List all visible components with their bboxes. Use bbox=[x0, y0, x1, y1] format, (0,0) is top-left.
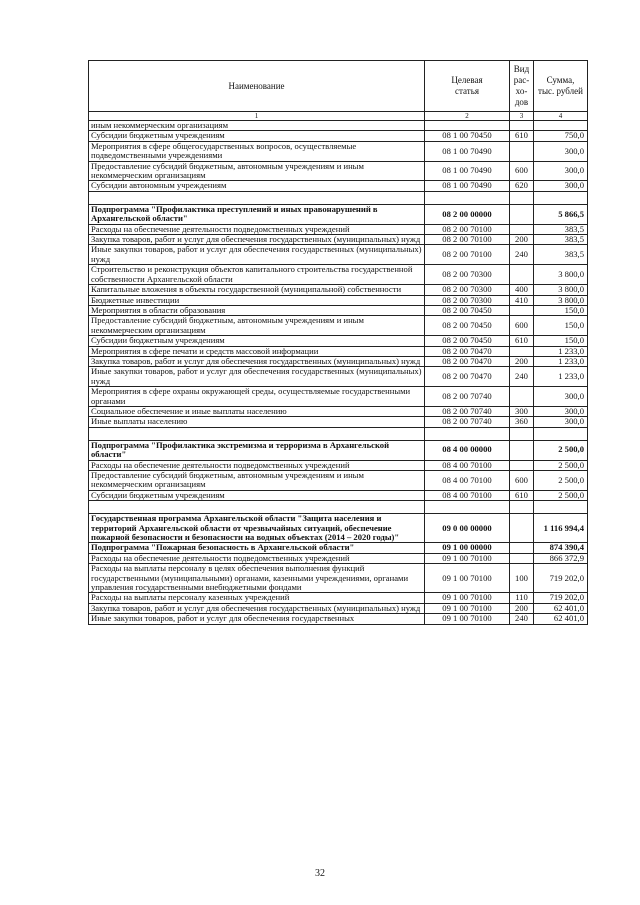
row-sum: 383,5 bbox=[534, 235, 588, 245]
row-expense-type bbox=[510, 553, 534, 563]
row-sum: 300,0 bbox=[534, 161, 588, 181]
row-expense-type: 240 bbox=[510, 367, 534, 387]
row-expense-type bbox=[510, 204, 534, 224]
row-target-article: 08 2 00 70300 bbox=[425, 295, 510, 305]
table-row bbox=[89, 265, 588, 285]
row-sum: 1 233,0 bbox=[534, 356, 588, 366]
row-sum: 300,0 bbox=[534, 417, 588, 427]
row-target-article: 09 1 00 70100 bbox=[425, 553, 510, 563]
budget-table bbox=[88, 60, 588, 625]
row-target-article: 09 1 00 70100 bbox=[425, 614, 510, 624]
row-name: Закупка товаров, работ и услуг для обеспечения государственных (муниципальных) нужд bbox=[89, 235, 425, 245]
row-target-article bbox=[425, 501, 510, 514]
table-row bbox=[89, 553, 588, 563]
row-name: Подпрограмма "Пожарная безопасность в Архангельской области" bbox=[89, 543, 425, 553]
row-name: Закупка товаров, работ и услуг для обеспечения государственных (муниципальных) нужд bbox=[89, 356, 425, 366]
row-sum: 719 202,0 bbox=[534, 593, 588, 603]
row-sum bbox=[534, 121, 588, 131]
row-expense-type: 200 bbox=[510, 356, 534, 366]
row-name bbox=[89, 191, 425, 204]
row-target-article: 08 2 00 70300 bbox=[425, 285, 510, 295]
table-row bbox=[89, 235, 588, 245]
row-name: Расходы на выплаты персоналу в целях обеспечения выполнения функций государственными (муниципальными) органами, казенными учреждениями, органами управления государственными внебюджетными фондами bbox=[89, 564, 425, 593]
table-row bbox=[89, 460, 588, 470]
row-expense-type bbox=[510, 141, 534, 161]
table-row bbox=[89, 181, 588, 191]
table-row bbox=[89, 356, 588, 366]
row-name: Иные закупки товаров, работ и услуг для обеспечения государственных bbox=[89, 614, 425, 624]
row-target-article: 08 1 00 70490 bbox=[425, 161, 510, 181]
row-sum bbox=[534, 191, 588, 204]
row-sum: 2 500,0 bbox=[534, 440, 588, 460]
row-sum: 3 800,0 bbox=[534, 295, 588, 305]
row-expense-type: 600 bbox=[510, 471, 534, 491]
row-sum: 874 390,4 bbox=[534, 543, 588, 553]
row-name: Подпрограмма "Профилактика экстремизма и терроризма в Архангельской области" bbox=[89, 440, 425, 460]
row-expense-type: 240 bbox=[510, 614, 534, 624]
row-target-article: 08 2 00 70740 bbox=[425, 417, 510, 427]
row-name: Субсидии автономным учреждениям bbox=[89, 181, 425, 191]
row-expense-type bbox=[510, 224, 534, 234]
row-name: Расходы на выплаты персоналу казенных учреждений bbox=[89, 593, 425, 603]
row-sum: 383,5 bbox=[534, 245, 588, 265]
row-expense-type bbox=[510, 265, 534, 285]
row-expense-type: 610 bbox=[510, 336, 534, 346]
row-target-article: 08 1 00 70450 bbox=[425, 131, 510, 141]
table-row bbox=[89, 406, 588, 416]
row-sum: 5 866,5 bbox=[534, 204, 588, 224]
col-number-4: 4 bbox=[534, 112, 588, 121]
row-expense-type bbox=[510, 501, 534, 514]
row-sum: 62 401,0 bbox=[534, 603, 588, 613]
row-expense-type: 620 bbox=[510, 181, 534, 191]
row-expense-type: 600 bbox=[510, 316, 534, 336]
row-target-article: 08 4 00 00000 bbox=[425, 440, 510, 460]
table-row bbox=[89, 336, 588, 346]
row-name: Мероприятия в сфере охраны окружающей среды, осуществляемые государственными органами bbox=[89, 387, 425, 407]
row-sum: 300,0 bbox=[534, 181, 588, 191]
row-expense-type: 200 bbox=[510, 235, 534, 245]
row-name: Мероприятия в сфере общегосударственных вопросов, осуществляемые подведомственными учреждениями bbox=[89, 141, 425, 161]
row-expense-type: 240 bbox=[510, 245, 534, 265]
table-row bbox=[89, 564, 588, 593]
row-target-article bbox=[425, 191, 510, 204]
row-sum: 1 233,0 bbox=[534, 346, 588, 356]
row-target-article: 09 1 00 70100 bbox=[425, 603, 510, 613]
row-name bbox=[89, 501, 425, 514]
table-row bbox=[89, 614, 588, 624]
row-expense-type: 360 bbox=[510, 417, 534, 427]
table-row bbox=[89, 490, 588, 500]
row-target-article: 08 1 00 70490 bbox=[425, 181, 510, 191]
row-sum bbox=[534, 501, 588, 514]
row-expense-type bbox=[510, 543, 534, 553]
row-target-article: 08 2 00 70740 bbox=[425, 406, 510, 416]
row-name: Иные закупки товаров, работ и услуг для обеспечения государственных (муниципальных) нужд bbox=[89, 245, 425, 265]
row-sum: 3 800,0 bbox=[534, 285, 588, 295]
row-sum: 750,0 bbox=[534, 131, 588, 141]
table-row bbox=[89, 121, 588, 131]
program-row bbox=[89, 514, 588, 543]
row-name: Расходы на обеспечение деятельности подведомственных учреждений bbox=[89, 553, 425, 563]
header-expense-type: Вид рас- хо- дов bbox=[510, 61, 534, 112]
row-expense-type bbox=[510, 427, 534, 440]
row-target-article: 08 2 00 70450 bbox=[425, 316, 510, 336]
row-sum: 383,5 bbox=[534, 224, 588, 234]
row-name bbox=[89, 427, 425, 440]
table-row bbox=[89, 295, 588, 305]
row-target-article: 08 2 00 70470 bbox=[425, 346, 510, 356]
row-sum: 1 116 994,4 bbox=[534, 514, 588, 543]
table-row bbox=[89, 417, 588, 427]
row-target-article: 08 4 00 70100 bbox=[425, 490, 510, 500]
row-sum bbox=[534, 427, 588, 440]
row-target-article: 08 2 00 70300 bbox=[425, 265, 510, 285]
row-name: Расходы на обеспечение деятельности подведомственных учреждений bbox=[89, 460, 425, 470]
row-sum: 150,0 bbox=[534, 336, 588, 346]
budget-sheet bbox=[88, 60, 587, 625]
col-number-2: 2 bbox=[425, 112, 510, 121]
row-target-article: 08 2 00 70450 bbox=[425, 336, 510, 346]
table-row bbox=[89, 161, 588, 181]
row-name: Подпрограмма "Профилактика преступлений и иных правонарушений в Архангельской области" bbox=[89, 204, 425, 224]
col-number-1: 1 bbox=[89, 112, 425, 121]
table-row bbox=[89, 285, 588, 295]
row-expense-type bbox=[510, 387, 534, 407]
row-sum: 3 800,0 bbox=[534, 265, 588, 285]
row-expense-type bbox=[510, 346, 534, 356]
row-target-article: 08 1 00 70490 bbox=[425, 141, 510, 161]
row-sum: 866 372,9 bbox=[534, 553, 588, 563]
spacer-row bbox=[89, 501, 588, 514]
row-target-article: 08 2 00 70100 bbox=[425, 245, 510, 265]
row-target-article: 08 2 00 70470 bbox=[425, 367, 510, 387]
spacer-row bbox=[89, 427, 588, 440]
row-name: Субсидии бюджетным учреждениям bbox=[89, 336, 425, 346]
col-number-3: 3 bbox=[510, 112, 534, 121]
row-sum: 300,0 bbox=[534, 387, 588, 407]
header-target-article: Целевая статья bbox=[425, 61, 510, 112]
row-sum: 62 401,0 bbox=[534, 614, 588, 624]
row-expense-type: 400 bbox=[510, 285, 534, 295]
table-row bbox=[89, 141, 588, 161]
table-body bbox=[89, 121, 588, 625]
spacer-row bbox=[89, 191, 588, 204]
row-expense-type: 110 bbox=[510, 593, 534, 603]
row-name: Строительство и реконструкция объектов капитального строительства государственной собственности Архангельской области bbox=[89, 265, 425, 285]
row-sum: 2 500,0 bbox=[534, 471, 588, 491]
row-name: Мероприятия в области образования bbox=[89, 305, 425, 315]
row-sum: 150,0 bbox=[534, 305, 588, 315]
row-target-article: 08 2 00 70450 bbox=[425, 305, 510, 315]
column-number-row bbox=[89, 112, 588, 121]
table-row bbox=[89, 593, 588, 603]
row-target-article: 09 1 00 00000 bbox=[425, 543, 510, 553]
table-row bbox=[89, 224, 588, 234]
row-sum: 300,0 bbox=[534, 406, 588, 416]
row-sum: 150,0 bbox=[534, 316, 588, 336]
row-name: Социальное обеспечение и иные выплаты населению bbox=[89, 406, 425, 416]
program-row bbox=[89, 204, 588, 224]
row-name: Закупка товаров, работ и услуг для обеспечения государственных (муниципальных) нужд bbox=[89, 603, 425, 613]
row-expense-type: 100 bbox=[510, 564, 534, 593]
row-expense-type bbox=[510, 191, 534, 204]
row-target-article: 09 0 00 00000 bbox=[425, 514, 510, 543]
table-row bbox=[89, 131, 588, 141]
row-name: Мероприятия в сфере печати и средств массовой информации bbox=[89, 346, 425, 356]
row-sum: 719 202,0 bbox=[534, 564, 588, 593]
row-name: Предоставление субсидий бюджетным, автономным учреждениям и иным некоммерческим организациям bbox=[89, 316, 425, 336]
row-expense-type bbox=[510, 460, 534, 470]
row-target-article: 08 4 00 70100 bbox=[425, 471, 510, 491]
row-sum: 1 233,0 bbox=[534, 367, 588, 387]
row-target-article: 08 2 00 70100 bbox=[425, 235, 510, 245]
row-expense-type bbox=[510, 514, 534, 543]
header-name: Наименование bbox=[89, 61, 425, 112]
row-expense-type bbox=[510, 440, 534, 460]
table-row bbox=[89, 305, 588, 315]
row-expense-type: 410 bbox=[510, 295, 534, 305]
row-sum: 2 500,0 bbox=[534, 460, 588, 470]
row-expense-type bbox=[510, 305, 534, 315]
page-number: 32 bbox=[315, 868, 325, 879]
row-name: Бюджетные инвестиции bbox=[89, 295, 425, 305]
table-row bbox=[89, 316, 588, 336]
header-sum: Сумма, тыс. рублей bbox=[534, 61, 588, 112]
table-row bbox=[89, 346, 588, 356]
row-name: Капитальные вложения в объекты государственной (муниципальной) собственности bbox=[89, 285, 425, 295]
row-target-article bbox=[425, 427, 510, 440]
row-name: Предоставление субсидий бюджетным, автономным учреждениям и иным некоммерческим организациям bbox=[89, 161, 425, 181]
row-target-article bbox=[425, 121, 510, 131]
row-name: Предоставление субсидий бюджетным, автономным учреждениям и иным некоммерческим организациям bbox=[89, 471, 425, 491]
row-target-article: 08 4 00 70100 bbox=[425, 460, 510, 470]
table-row bbox=[89, 245, 588, 265]
row-target-article: 08 2 00 00000 bbox=[425, 204, 510, 224]
row-expense-type: 610 bbox=[510, 131, 534, 141]
table-row bbox=[89, 603, 588, 613]
header-row bbox=[89, 61, 588, 112]
row-target-article: 09 1 00 70100 bbox=[425, 593, 510, 603]
row-sum: 300,0 bbox=[534, 141, 588, 161]
row-name: иным некоммерческим организациям bbox=[89, 121, 425, 131]
table-row bbox=[89, 387, 588, 407]
row-target-article: 08 2 00 70740 bbox=[425, 387, 510, 407]
row-target-article: 09 1 00 70100 bbox=[425, 564, 510, 593]
program-row bbox=[89, 543, 588, 553]
row-expense-type: 300 bbox=[510, 406, 534, 416]
row-name: Субсидии бюджетным учреждениям bbox=[89, 490, 425, 500]
row-name: Субсидии бюджетным учреждениям bbox=[89, 131, 425, 141]
table-row bbox=[89, 367, 588, 387]
row-expense-type: 200 bbox=[510, 603, 534, 613]
row-name: Государственная программа Архангельской области "Защита населения и территорий Архангельской области от чрезвычайных ситуаций, обеспечение пожарной безопасности и безопасности на водных объектах (2014 – 2020 годы)" bbox=[89, 514, 425, 543]
row-sum: 2 500,0 bbox=[534, 490, 588, 500]
row-name: Расходы на обеспечение деятельности подведомственных учреждений bbox=[89, 224, 425, 234]
table-row bbox=[89, 471, 588, 491]
row-name: Иные закупки товаров, работ и услуг для обеспечения государственных (муниципальных) нужд bbox=[89, 367, 425, 387]
program-row bbox=[89, 440, 588, 460]
row-expense-type: 600 bbox=[510, 161, 534, 181]
row-target-article: 08 2 00 70100 bbox=[425, 224, 510, 234]
row-target-article: 08 2 00 70470 bbox=[425, 356, 510, 366]
row-name: Иные выплаты населению bbox=[89, 417, 425, 427]
row-expense-type: 610 bbox=[510, 490, 534, 500]
row-expense-type bbox=[510, 121, 534, 131]
